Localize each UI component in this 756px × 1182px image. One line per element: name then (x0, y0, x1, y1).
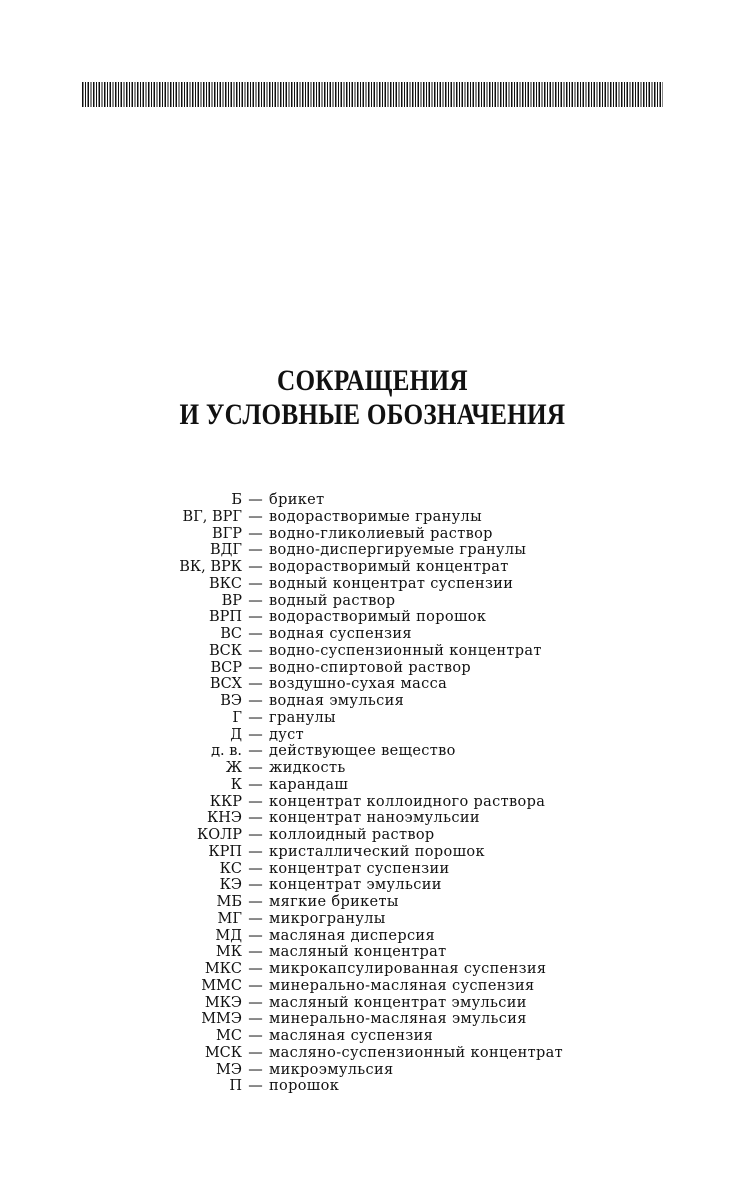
abbreviation-dash: — (248, 1061, 263, 1078)
abbreviation-row (0, 894, 745, 911)
abbreviation-row (0, 593, 745, 610)
abbreviation-definition: минерально-масляная суспензия (269, 977, 535, 994)
abbreviation-dash: — (248, 659, 263, 676)
abbreviation-term: КНЭ (207, 810, 242, 827)
abbreviation-dash: — (248, 525, 263, 542)
abbreviation-term: КЭ (219, 877, 242, 894)
abbreviation-definition: кристаллический порошок (269, 843, 485, 860)
abbreviation-row (0, 794, 745, 811)
abbreviation-row (0, 743, 745, 760)
abbreviation-row (0, 693, 745, 710)
abbreviation-row (0, 1011, 745, 1028)
abbreviation-definition: масляная суспензия (269, 1028, 434, 1044)
abbreviation-row (0, 626, 745, 643)
abbreviation-dash: — (248, 508, 263, 525)
abbreviation-definition: микрогранулы (269, 910, 386, 927)
abbreviation-term: МГ (217, 910, 242, 927)
abbreviation-dash: — (248, 726, 263, 743)
abbreviation-definition: масляный концентрат эмульсии (269, 994, 527, 1011)
abbreviation-row (0, 660, 745, 677)
abbreviation-term: ВР (221, 592, 242, 609)
abbreviation-definition: водорастворимый концентрат (269, 559, 509, 575)
page-title (60, 364, 686, 432)
abbreviation-definition: масляная дисперсия (269, 927, 435, 944)
abbreviation-term: ММЭ (201, 1011, 242, 1028)
abbreviation-dash: — (248, 559, 263, 575)
abbreviation-row (0, 559, 745, 576)
abbreviation-dash: — (248, 575, 263, 592)
abbreviation-dash: — (248, 977, 263, 994)
abbreviation-term: ВКС (209, 575, 242, 592)
abbreviation-dash: — (248, 944, 263, 961)
abbreviation-row (0, 827, 745, 844)
abbreviation-row (0, 727, 745, 744)
abbreviation-term: МК (215, 944, 242, 961)
abbreviation-term: ВРП (208, 609, 242, 626)
abbreviation-term: К (230, 776, 242, 793)
abbreviation-term: ММС (201, 977, 242, 994)
abbreviation-definition: масляный концентрат (269, 944, 447, 961)
abbreviation-definition: концентрат наноэмульсии (269, 810, 480, 827)
abbreviation-definition: брикет (269, 492, 325, 508)
page-title-line-1: СОКРАЩЕНИЯ (276, 364, 468, 397)
abbreviation-term: Ж (225, 760, 242, 776)
abbreviation-dash: — (248, 810, 263, 827)
abbreviation-term: ВГ, ВРГ (182, 508, 242, 525)
abbreviation-row (0, 911, 745, 928)
abbreviation-definition: водорастворимые гранулы (269, 508, 482, 525)
abbreviation-row (0, 995, 745, 1012)
abbreviation-dash: — (248, 927, 263, 944)
abbreviation-definition: гранулы (269, 709, 336, 726)
abbreviation-row (0, 526, 745, 543)
abbreviation-dash: — (248, 827, 263, 843)
abbreviation-row (0, 877, 745, 894)
page-title-line-2: И УСЛОВНЫЕ ОБОЗНАЧЕНИЯ (179, 398, 566, 431)
abbreviation-definition: концентрат суспензии (269, 860, 450, 877)
abbreviation-definition: водная эмульсия (269, 693, 405, 709)
abbreviation-row (0, 509, 745, 526)
abbreviation-definition: жидкость (269, 760, 346, 776)
abbreviation-term: МСК (204, 1044, 242, 1061)
abbreviation-row (0, 928, 745, 945)
abbreviation-row (0, 978, 745, 995)
abbreviation-term: ВСК (209, 642, 242, 659)
abbreviation-term: МКС (204, 961, 242, 977)
abbreviation-definition: водная суспензия (269, 626, 412, 642)
abbreviation-row (0, 1045, 745, 1062)
abbreviation-dash: — (248, 1078, 263, 1095)
abbreviation-row (0, 542, 745, 559)
abbreviation-definition: водно-гликолиевый раствор (269, 525, 493, 542)
abbreviation-term: ВДГ (209, 542, 242, 559)
abbreviation-row (0, 643, 745, 660)
abbreviation-dash: — (248, 793, 263, 810)
abbreviation-row (0, 676, 745, 693)
abbreviation-term: ВК, ВРК (179, 559, 242, 575)
abbreviation-definition: водный концентрат суспензии (269, 575, 514, 592)
abbreviation-dash: — (248, 626, 263, 642)
abbreviation-definition: мягкие брикеты (269, 894, 399, 910)
abbreviation-row (0, 576, 745, 593)
abbreviation-definition: минерально-масляная эмульсия (269, 1011, 527, 1028)
abbreviation-definition: концентрат коллоидного раствора (269, 793, 546, 810)
abbreviation-row (0, 777, 745, 794)
abbreviation-dash: — (248, 1028, 263, 1044)
abbreviation-term: ВСР (210, 659, 242, 676)
abbreviation-term: Г (232, 709, 242, 726)
abbreviation-dash: — (248, 894, 263, 910)
abbreviation-dash: — (248, 760, 263, 776)
abbreviation-term: МД (215, 927, 242, 944)
abbreviation-row (0, 1028, 745, 1045)
abbreviation-term: Б (231, 492, 242, 508)
abbreviation-definition: водный раствор (269, 592, 396, 609)
abbreviation-dash: — (248, 1011, 263, 1028)
abbreviation-dash: — (248, 609, 263, 626)
abbreviation-definition: карандаш (269, 776, 349, 793)
abbreviation-term: ВГР (211, 525, 242, 542)
abbreviation-dash: — (248, 542, 263, 559)
abbreviation-dash: — (248, 961, 263, 977)
abbreviation-dash: — (248, 776, 263, 793)
abbreviation-dash: — (248, 676, 263, 693)
abbreviation-dash: — (248, 592, 263, 609)
abbreviation-row (0, 492, 745, 509)
abbreviation-definition: коллоидный раствор (269, 827, 435, 843)
abbreviation-dash: — (248, 994, 263, 1011)
abbreviation-list (0, 492, 745, 1095)
abbreviation-dash: — (248, 877, 263, 894)
abbreviation-term: КРП (208, 843, 242, 860)
abbreviation-term: МБ (216, 894, 242, 910)
abbreviation-row (0, 1062, 745, 1079)
abbreviation-term: МКЭ (204, 994, 242, 1011)
abbreviation-definition: дуст (269, 726, 305, 743)
abbreviation-term: МС (216, 1028, 242, 1044)
abbreviation-row (0, 844, 745, 861)
abbreviation-term: ВЭ (220, 693, 242, 709)
abbreviation-dash: — (248, 843, 263, 860)
abbreviation-row (0, 710, 745, 727)
abbreviation-dash: — (248, 709, 263, 726)
abbreviation-definition: водорастворимый порошок (269, 609, 487, 626)
abbreviation-term: д. в. (211, 743, 242, 760)
abbreviation-term: П (229, 1078, 242, 1095)
abbreviation-definition: масляно-суспензионный концентрат (269, 1044, 564, 1061)
abbreviation-dash: — (248, 743, 263, 760)
decorative-barcode-rule (82, 82, 663, 107)
abbreviation-row (0, 944, 745, 961)
abbreviation-row (0, 961, 745, 978)
abbreviation-definition: водно-спиртовой раствор (269, 659, 472, 676)
abbreviation-dash: — (248, 860, 263, 877)
abbreviation-term: Д (230, 726, 242, 743)
abbreviation-row (0, 810, 745, 827)
abbreviation-dash: — (248, 693, 263, 709)
abbreviation-definition: микрокапсулированная суспензия (269, 961, 547, 977)
abbreviation-definition: воздушно-сухая масса (269, 676, 448, 693)
abbreviation-term: КОЛР (197, 827, 242, 843)
abbreviation-dash: — (248, 492, 263, 508)
abbreviation-definition: порошок (269, 1078, 340, 1095)
abbreviation-term: ККР (209, 793, 242, 810)
abbreviation-definition: действующее вещество (269, 743, 456, 760)
abbreviation-term: КС (219, 860, 242, 877)
abbreviation-definition: концентрат эмульсии (269, 877, 442, 894)
abbreviation-row (0, 861, 745, 878)
abbreviation-row (0, 1078, 745, 1095)
abbreviation-row (0, 609, 745, 626)
abbreviation-term: МЭ (216, 1061, 242, 1078)
abbreviation-definition: микроэмульсия (269, 1061, 394, 1078)
abbreviation-definition: водно-диспергируемые гранулы (269, 542, 527, 559)
abbreviation-term: ВСХ (209, 676, 242, 693)
abbreviation-dash: — (248, 910, 263, 927)
abbreviation-row (0, 760, 745, 777)
abbreviation-dash: — (248, 642, 263, 659)
abbreviation-term: ВС (220, 626, 242, 642)
abbreviation-definition: водно-суспензионный концентрат (269, 642, 542, 659)
abbreviation-dash: — (248, 1044, 263, 1061)
